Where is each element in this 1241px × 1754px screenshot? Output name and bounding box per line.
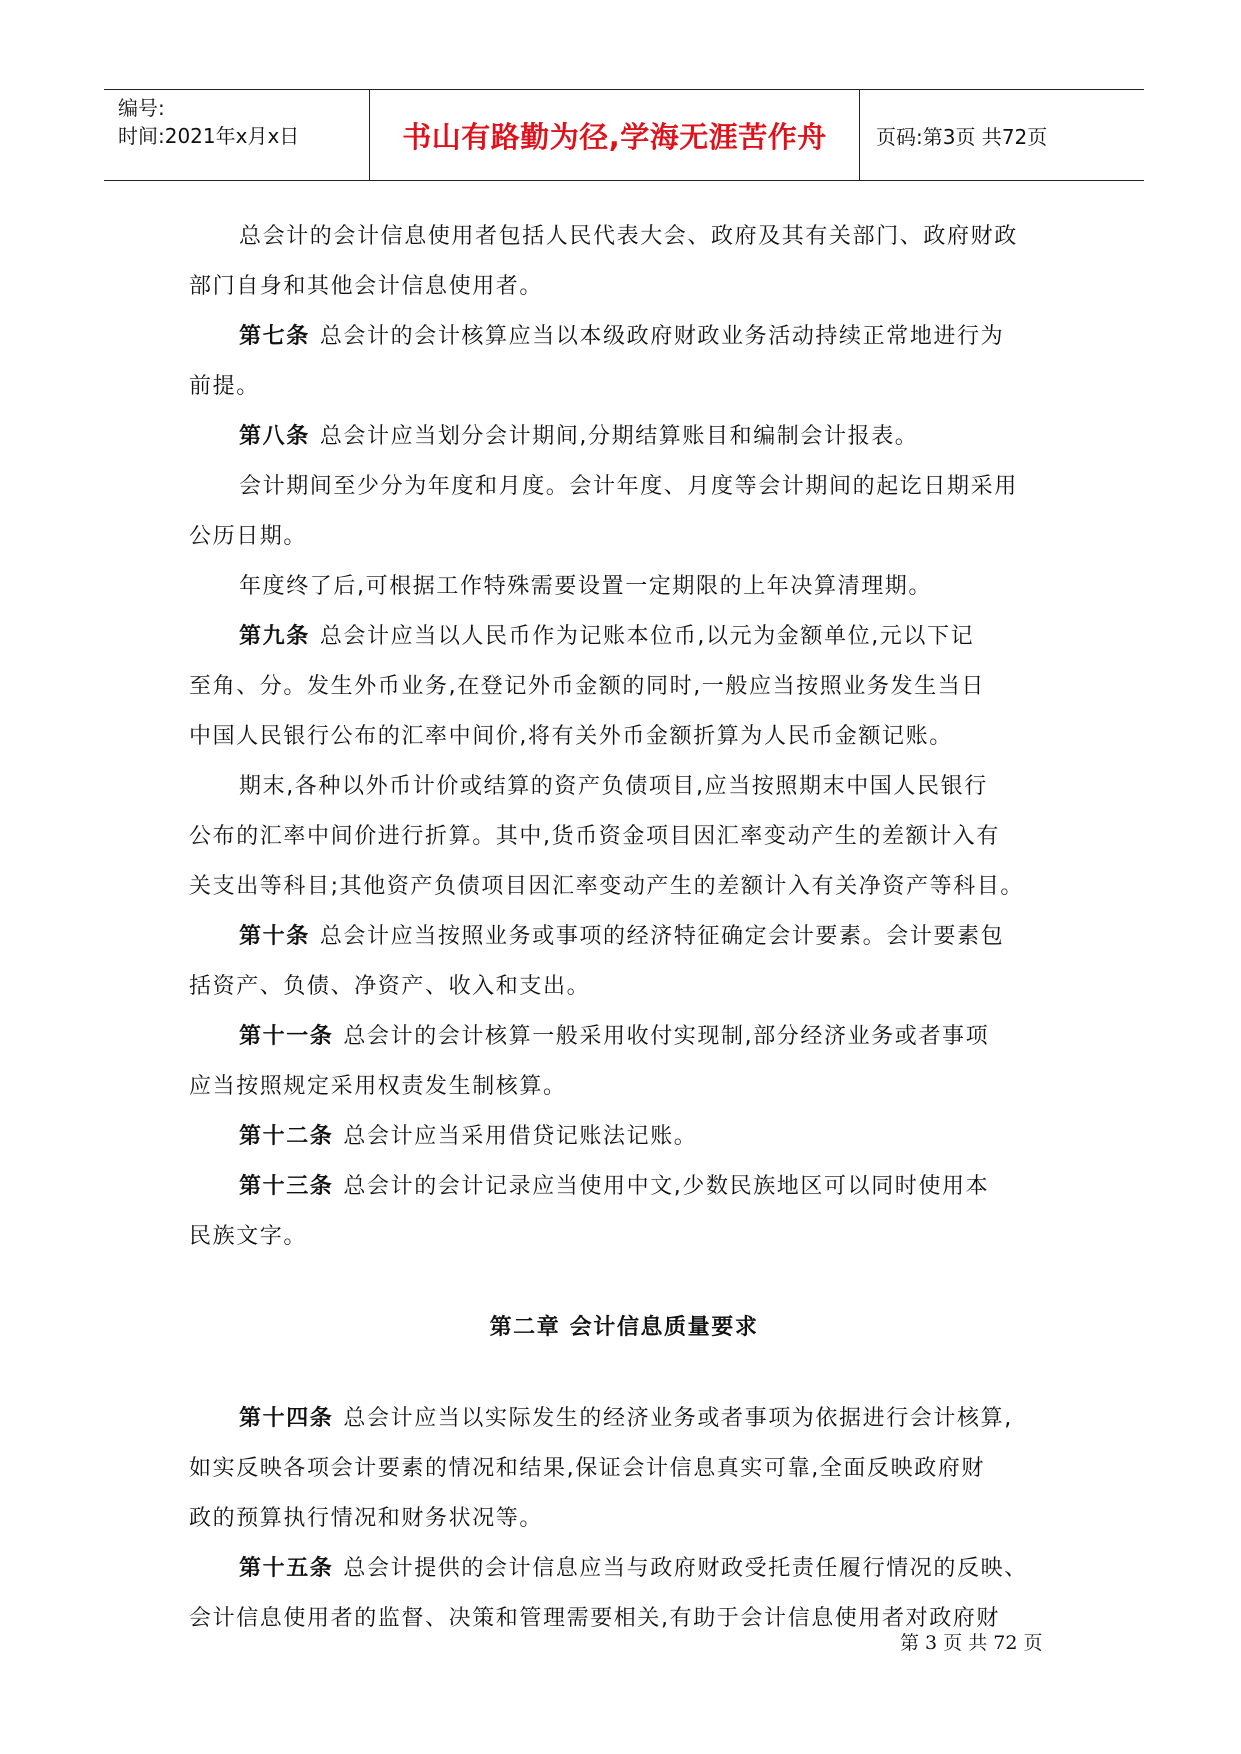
paragraph-line: 括资产、负债、净资产、收入和支出。 xyxy=(189,974,591,999)
paragraph-line: 部门自身和其他会计信息使用者。 xyxy=(189,274,544,299)
article-line: 第十五条 总会计提供的会计信息应当与政府财政受托责任履行情况的反映、 xyxy=(239,1556,1028,1581)
document-time: 时间:2021年x月x日 xyxy=(118,124,300,148)
article-line: 第八条 总会计应当划分会计期间,分期结算账目和编制会计报表。 xyxy=(239,424,919,449)
paragraph-line: 公布的汇率中间价进行折算。其中,货币资金项目因汇率变动产生的差额计入有 xyxy=(189,824,1000,849)
header-motto: 书山有路勤为径,学海无涯苦作舟 xyxy=(402,119,827,154)
header-page-cell xyxy=(860,90,1144,180)
header-motto-cell xyxy=(370,90,860,180)
paragraph-line: 至角、分。发生外币业务,在登记外币金额的同时,一般应当按照业务发生当日 xyxy=(189,674,985,699)
paragraph-line: 总会计的会计信息使用者包括人民代表大会、政府及其有关部门、政府财政 xyxy=(239,224,1018,249)
header-page-code: 页码:第3页 共72页 xyxy=(876,124,1048,149)
paragraph-line: 中国人民银行公布的汇率中间价,将有关外币金额折算为人民币金额记账。 xyxy=(189,724,953,749)
footer-page-number: 第 3 页 共 72 页 xyxy=(900,1632,1043,1654)
article-line: 第九条 总会计应当以人民币作为记账本位币,以元为金额单位,元以下记 xyxy=(239,624,975,649)
header-meta xyxy=(104,90,370,180)
article-number: 第十三条 xyxy=(239,1174,334,1199)
paragraph-line: 前提。 xyxy=(189,374,260,399)
paragraph-line: 政的预算执行情况和财务状况等。 xyxy=(189,1506,544,1531)
article-number: 第十二条 xyxy=(239,1124,334,1149)
document-number-label: 编号: xyxy=(118,96,165,120)
paragraph-line: 期末,各种以外币计价或结算的资产负债项目,应当按照期末中国人民银行 xyxy=(239,774,988,799)
spacer xyxy=(189,1262,1059,1300)
article-number: 第十条 xyxy=(239,924,310,949)
page-footer xyxy=(900,1628,1060,1655)
article-line: 第七条 总会计的会计核算应当以本级政府财政业务活动持续正常地进行为 xyxy=(239,324,1005,349)
article-number: 第十五条 xyxy=(239,1556,334,1581)
paragraph-line: 会计信息使用者的监督、决策和管理需要相关,有助于会计信息使用者对政府财 xyxy=(189,1606,1000,1631)
paragraph-line: 年度终了后,可根据工作特殊需要设置一定期限的上年决算清理期。 xyxy=(239,574,932,599)
paragraph-line: 关支出等科目;其他资产负债项目因汇率变动产生的差额计入有关净资产等科目。 xyxy=(189,874,1025,899)
spacer xyxy=(189,1356,1059,1394)
paragraph-line: 会计期间至少分为年度和月度。会计年度、月度等会计期间的起讫日期采用 xyxy=(239,474,1018,499)
page-header xyxy=(104,89,1144,181)
article-number: 第九条 xyxy=(239,624,310,649)
article-line: 第十二条 总会计应当采用借贷记账法记账。 xyxy=(239,1124,698,1149)
article-number: 第八条 xyxy=(239,424,310,449)
paragraph-line: 民族文字。 xyxy=(189,1224,308,1249)
paragraph-line: 公历日期。 xyxy=(189,524,308,549)
article-number: 第七条 xyxy=(239,324,310,349)
article-line: 第十三条 总会计的会计记录应当使用中文,少数民族地区可以同时使用本 xyxy=(239,1174,990,1199)
paragraph-line: 应当按照规定采用权责发生制核算。 xyxy=(189,1074,567,1099)
article-line: 第十四条 总会计应当以实际发生的经济业务或者事项为依据进行会计核算, xyxy=(239,1406,1013,1431)
article-line: 第十一条 总会计的会计核算一般采用收付实现制,部分经济业务或者事项 xyxy=(239,1024,990,1049)
article-number: 第十四条 xyxy=(239,1406,334,1431)
chapter-heading: 第二章 会计信息质量要求 xyxy=(489,1315,759,1340)
document-body xyxy=(189,212,1059,1644)
paragraph-line: 如实反映各项会计要素的情况和结果,保证会计信息真实可靠,全面反映政府财 xyxy=(189,1456,985,1481)
article-number: 第十一条 xyxy=(239,1024,334,1049)
article-line: 第十条 总会计应当按照业务或事项的经济特征确定会计要素。会计要素包 xyxy=(239,924,1005,949)
